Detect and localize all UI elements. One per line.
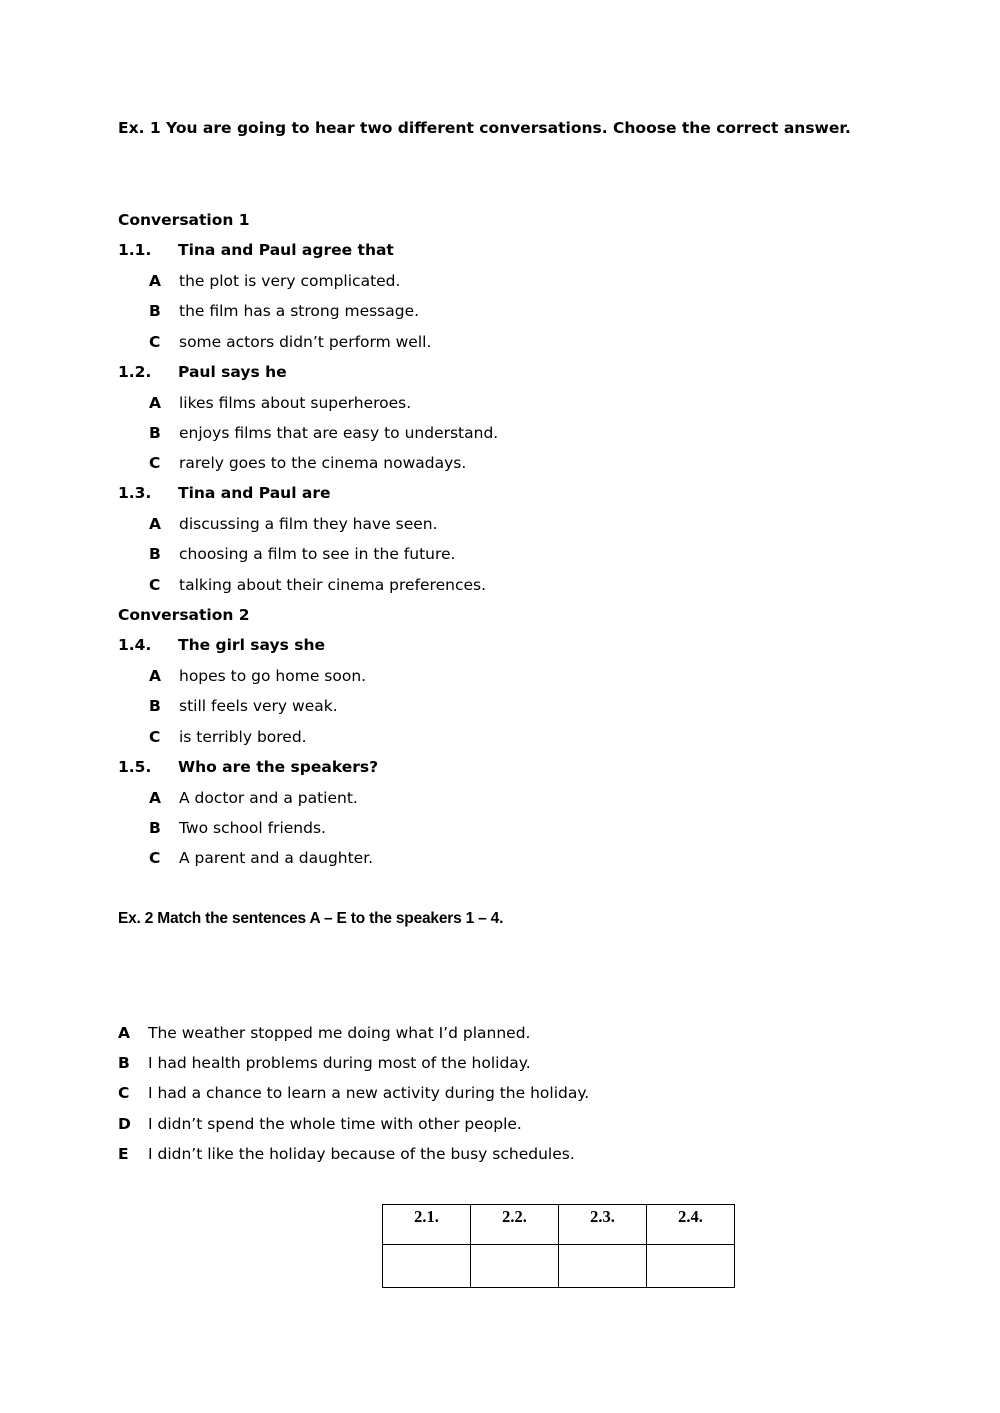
answer-blank-cell[interactable]: [647, 1245, 735, 1288]
option-letter: A: [149, 789, 161, 807]
answer-blank-cell[interactable]: [559, 1245, 647, 1288]
option-text: the film has a strong message.: [179, 302, 420, 320]
option-text: the plot is very complicated.: [179, 272, 401, 290]
option-text: A parent and a daughter.: [179, 849, 374, 867]
option-letter: C: [149, 728, 161, 746]
sentence-text: I didn’t spend the whole time with other people.: [148, 1115, 522, 1133]
question-text: Tina and Paul agree that: [178, 241, 394, 259]
answer-header-cell: 2.4.: [647, 1205, 735, 1245]
answer-table: [382, 1204, 735, 1288]
option-text: is terribly bored.: [179, 728, 307, 746]
option-letter: A: [149, 394, 161, 412]
answer-blank-cell[interactable]: [383, 1245, 471, 1288]
option-text: talking about their cinema preferences.: [179, 576, 487, 594]
answer-table-blank-row: [383, 1245, 735, 1288]
option-letter: B: [149, 819, 161, 837]
conversation-1-title: Conversation 1: [118, 211, 250, 229]
question-number: 1.1.: [118, 241, 152, 259]
question-number: 1.5.: [118, 758, 152, 776]
option-text: Two school friends.: [179, 819, 326, 837]
sentence-text: I had a chance to learn a new activity during the holiday.: [148, 1084, 590, 1102]
question-text: Tina and Paul are: [178, 484, 331, 502]
option-letter: B: [149, 697, 161, 715]
exercise-1-title: Ex. 1 You are going to hear two different conversations. Choose the correct answer.: [118, 119, 851, 137]
sentence-text: I had health problems during most of the holiday.: [148, 1054, 531, 1072]
option-text: hopes to go home soon.: [179, 667, 367, 685]
option-text: likes films about superheroes.: [179, 394, 412, 412]
option-text: rarely goes to the cinema nowadays.: [179, 454, 467, 472]
question-number: 1.2.: [118, 363, 152, 381]
answer-header-cell: 2.1.: [383, 1205, 471, 1245]
option-text: discussing a film they have seen.: [179, 515, 438, 533]
option-text: still feels very weak.: [179, 697, 338, 715]
question-number: 1.3.: [118, 484, 152, 502]
option-text: some actors didn’t perform well.: [179, 333, 432, 351]
answer-header-cell: 2.3.: [559, 1205, 647, 1245]
option-text: enjoys films that are easy to understand.: [179, 424, 499, 442]
option-letter: A: [149, 272, 161, 290]
question-text: Who are the speakers?: [178, 758, 379, 776]
exercise-2-title: Ex. 2 Match the sentences A – E to the speakers 1 – 4.: [118, 910, 504, 927]
sentence-text: The weather stopped me doing what I’d planned.: [148, 1024, 531, 1042]
option-letter: B: [149, 302, 161, 320]
option-letter: A: [149, 515, 161, 533]
sentence-letter: C: [118, 1084, 130, 1102]
option-letter: A: [149, 667, 161, 685]
conversation-2-title: Conversation 2: [118, 606, 250, 624]
question-text: Paul says he: [178, 363, 287, 381]
option-letter: C: [149, 454, 161, 472]
option-text: A doctor and a patient.: [179, 789, 358, 807]
question-text: The girl says she: [178, 636, 325, 654]
sentence-letter: E: [118, 1145, 129, 1163]
answer-blank-cell[interactable]: [471, 1245, 559, 1288]
option-letter: B: [149, 545, 161, 563]
question-number: 1.4.: [118, 636, 152, 654]
sentence-text: I didn’t like the holiday because of the busy schedules.: [148, 1145, 575, 1163]
sentence-letter: A: [118, 1024, 130, 1042]
sentence-letter: B: [118, 1054, 130, 1072]
answer-header-cell: 2.2.: [471, 1205, 559, 1245]
option-letter: C: [149, 333, 161, 351]
answer-table-header-row: [383, 1205, 735, 1245]
option-letter: C: [149, 576, 161, 594]
option-text: choosing a film to see in the future.: [179, 545, 456, 563]
option-letter: B: [149, 424, 161, 442]
sentence-letter: D: [118, 1115, 131, 1133]
option-letter: C: [149, 849, 161, 867]
